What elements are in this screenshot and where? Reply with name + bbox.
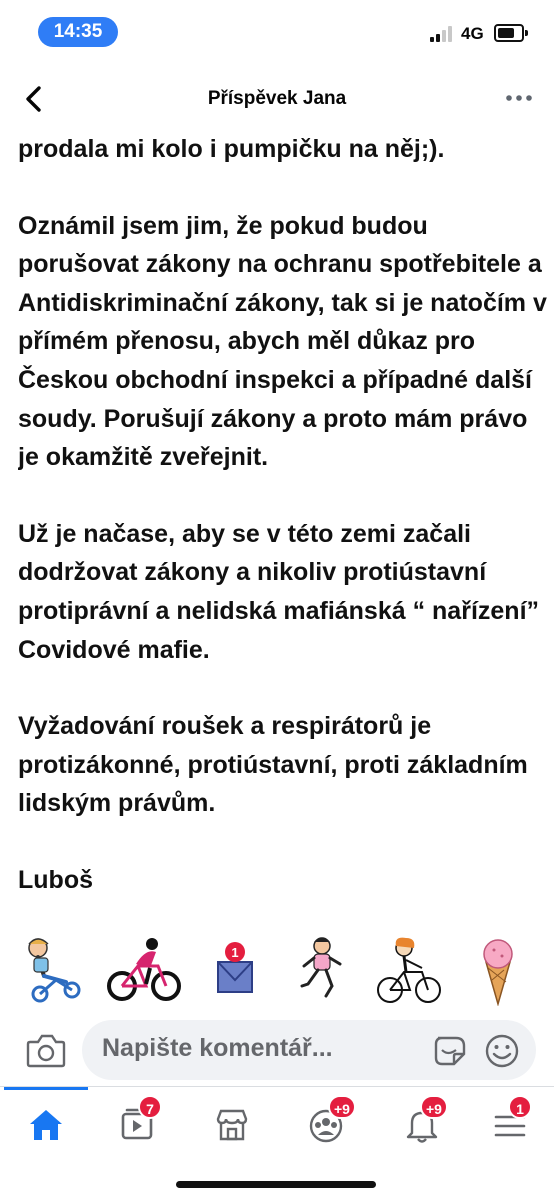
post-body bbox=[18, 130, 548, 928]
menu-badge: 1 bbox=[508, 1095, 532, 1119]
page-title: Příspěvek Jana bbox=[207, 88, 347, 109]
more-options-button[interactable] bbox=[504, 86, 534, 110]
mail-sticker-badge: 1 bbox=[231, 945, 239, 960]
mail-sticker[interactable] bbox=[212, 934, 282, 1006]
active-tab-indicator bbox=[4, 1087, 88, 1090]
post-paragraph: Oznámil jsem jim, že pokud budou porušovat zákony na ochranu spotřebitele a Antidiskriminační zákony, tak si je natočím v přímém přenosu, abych měl důkaz pro Českou obchodní inspekci a případné další soudy. Porušují zákony a proto mám právo je okamžitě zveřejnit. bbox=[18, 211, 547, 472]
comment-placeholder: Napište komentář... bbox=[102, 1034, 333, 1062]
comment-bar bbox=[0, 1016, 554, 1086]
post-paragraph: Vyžadování roušek a respirátorů je protizákonné, protiústavní, proti základním lidským právům. bbox=[18, 712, 528, 818]
status-bar bbox=[0, 0, 554, 62]
comment-input[interactable] bbox=[82, 1020, 536, 1080]
sticker-suggestions bbox=[0, 930, 554, 1010]
signal-icon bbox=[430, 26, 456, 42]
ice-cream-sticker[interactable] bbox=[474, 934, 544, 1006]
tab-notifications[interactable] bbox=[394, 1101, 450, 1151]
runner-sticker[interactable] bbox=[296, 934, 366, 1006]
post-paragraph: prodala mi kolo i pumpičku na něj;). bbox=[18, 135, 445, 163]
sticker-icon bbox=[432, 1034, 468, 1068]
smiley-icon bbox=[484, 1033, 520, 1069]
tab-menu[interactable] bbox=[482, 1101, 538, 1151]
watch-badge: 7 bbox=[138, 1095, 162, 1119]
sticker-button[interactable] bbox=[432, 1034, 468, 1068]
post-header bbox=[0, 70, 554, 130]
post-paragraph: Luboš bbox=[18, 865, 93, 894]
shop-icon bbox=[212, 1105, 252, 1145]
cyclist-sticker[interactable] bbox=[106, 934, 176, 1006]
camera-icon bbox=[24, 1030, 68, 1072]
groups-badge: +9 bbox=[328, 1095, 356, 1119]
tab-groups[interactable] bbox=[298, 1101, 354, 1151]
status-time: 14:35 bbox=[38, 17, 118, 47]
camera-button[interactable] bbox=[24, 1030, 68, 1072]
girl-scooter-sticker[interactable] bbox=[16, 934, 86, 1006]
bike-girl-sticker[interactable] bbox=[374, 934, 444, 1006]
home-icon bbox=[26, 1105, 66, 1145]
tab-home[interactable] bbox=[18, 1101, 74, 1151]
tab-marketplace[interactable] bbox=[204, 1101, 260, 1151]
emoji-button[interactable] bbox=[484, 1033, 520, 1069]
notifications-badge: +9 bbox=[420, 1095, 448, 1119]
battery-icon bbox=[494, 24, 524, 42]
more-dots-icon bbox=[504, 86, 534, 110]
post-paragraph: Už je načase, aby se v této zemi začali dodržovat zákony a nikoliv protiústavní protiprávní a nelidská mafiánská “ nařízení” Covidové mafie. bbox=[18, 519, 540, 664]
network-type: 4G bbox=[461, 24, 484, 43]
home-indicator bbox=[176, 1181, 376, 1188]
tab-watch[interactable] bbox=[110, 1101, 166, 1151]
